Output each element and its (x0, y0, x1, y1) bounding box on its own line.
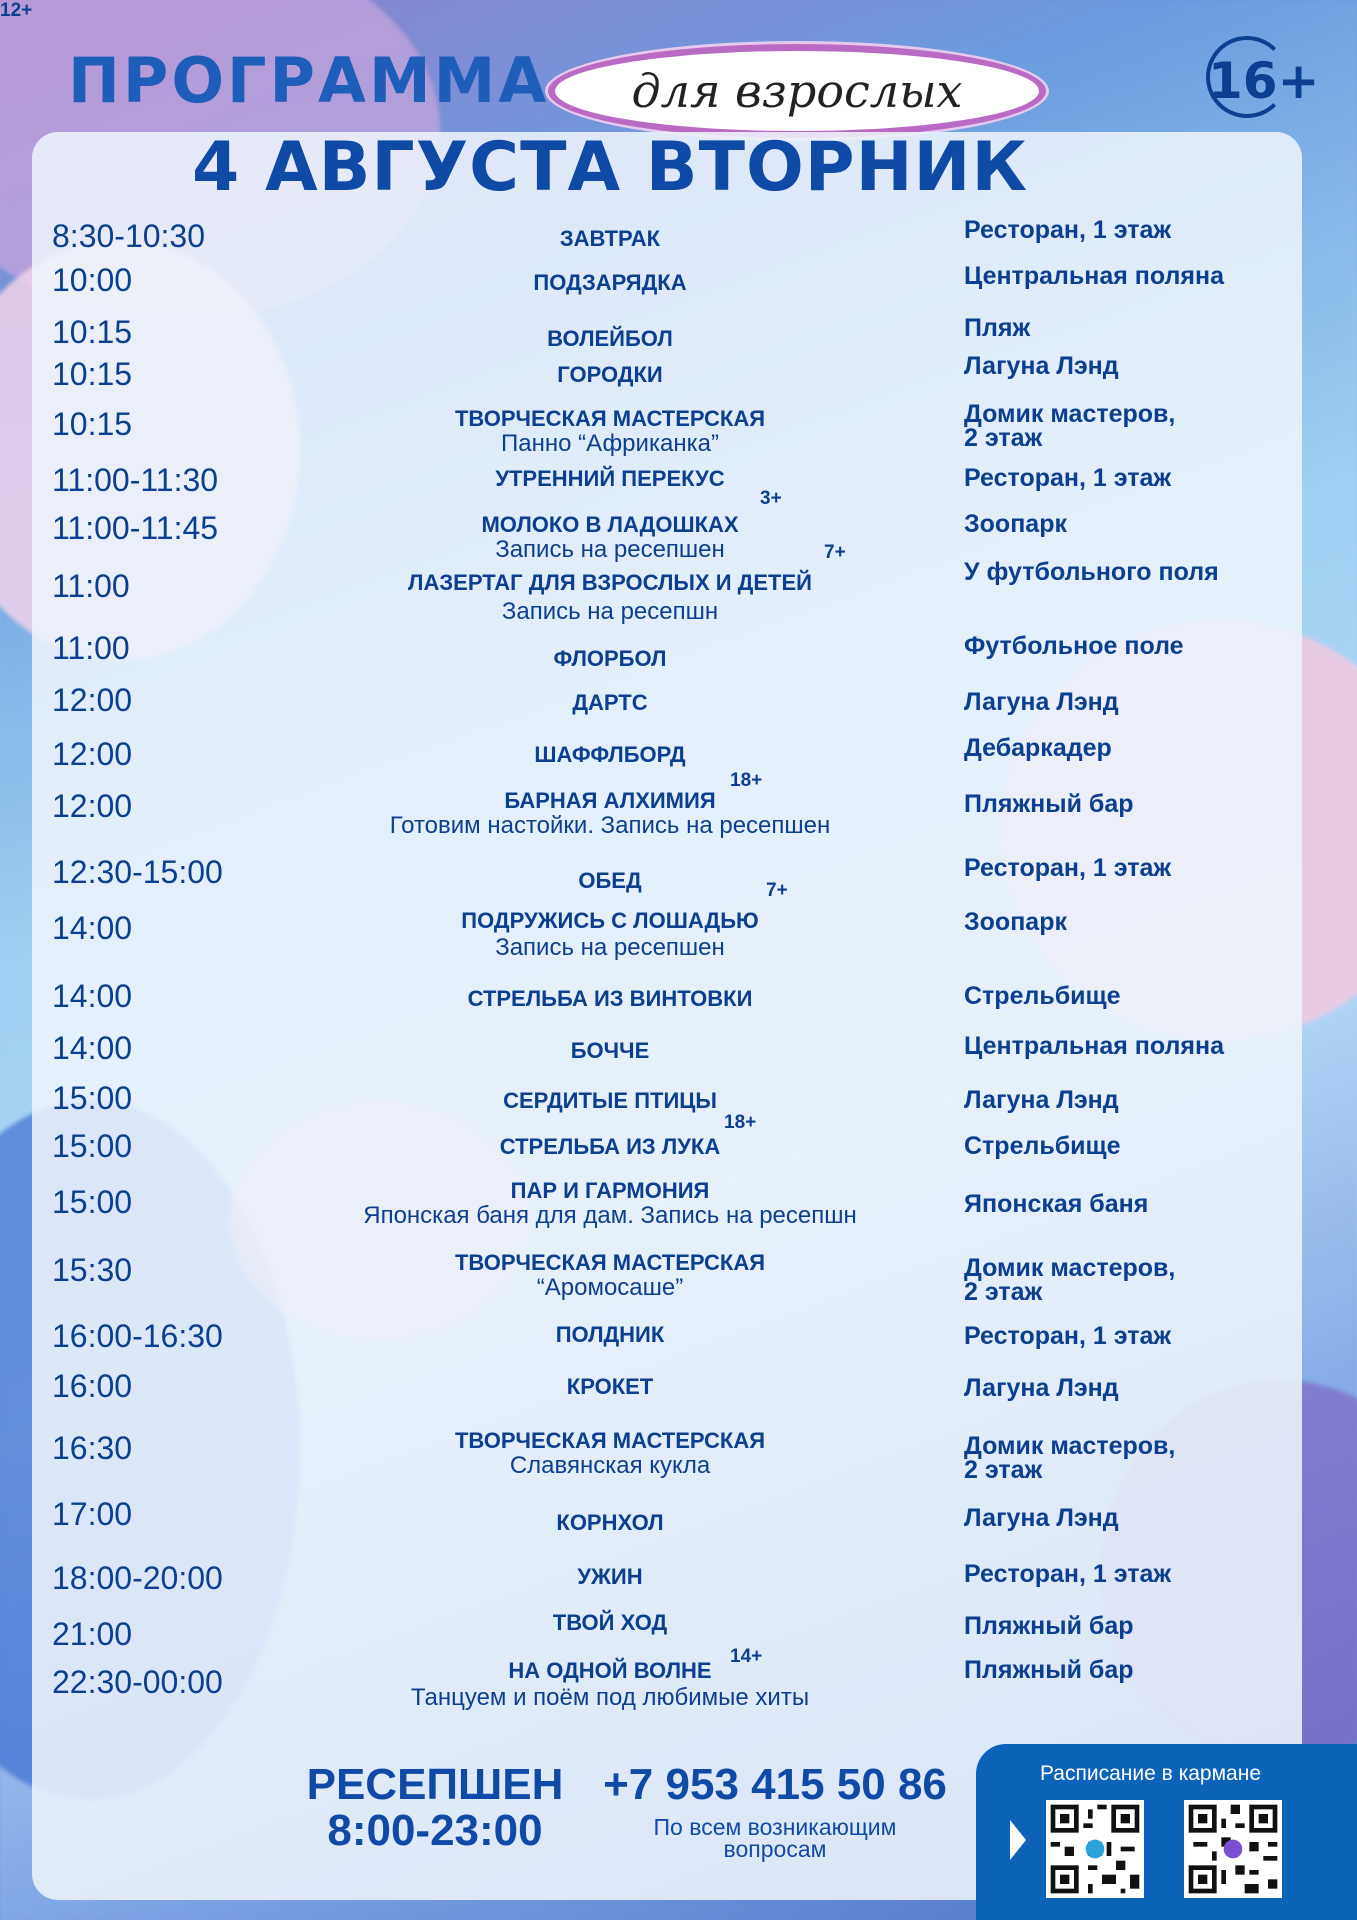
schedule-location-line: Зоопарк (964, 510, 1067, 538)
schedule-time: 10:15 (52, 406, 133, 442)
schedule-location-line: Стрельбище (964, 1132, 1121, 1160)
schedule-location-line: Ресторан, 1 этаж (964, 464, 1172, 492)
schedule-location-line: Домик мастеров, (964, 1432, 1176, 1460)
schedule-location (964, 354, 1119, 378)
schedule-location (964, 264, 1224, 288)
schedule-location-line: Зоопарк (964, 908, 1067, 936)
schedule-activity-note: Запись на ресепшн (501, 598, 719, 625)
age-limit-badge: 18+ (730, 770, 763, 791)
schedule-time: 10:00 (52, 262, 133, 298)
qr-code-telegram[interactable] (1046, 1800, 1144, 1898)
schedule-activity-note: Японская баня для дам. Запись на ресепшн (363, 1202, 857, 1229)
phone-number[interactable]: +7 953 415 50 86 (603, 1760, 947, 1809)
schedule-time: 22:30-00:00 (52, 1664, 223, 1700)
schedule-activity: КРОКЕТ (566, 1374, 654, 1399)
schedule-activity: ВОЛЕЙБОЛ (547, 326, 673, 351)
schedule-location (964, 218, 1171, 242)
reception-info (290, 1762, 580, 1854)
schedule-location (964, 1192, 1148, 1216)
phone-note-line: вопросам (723, 1836, 827, 1862)
schedule-location-line: Ресторан, 1 этаж (964, 854, 1172, 882)
schedule-activity-note: Запись на ресепшен (495, 536, 725, 563)
schedule-location (964, 792, 1134, 816)
schedule-time: 12:00 (52, 682, 133, 718)
schedule-time: 16:00 (52, 1368, 133, 1404)
schedule-location-line: Стрельбище (964, 982, 1121, 1010)
schedule-location (964, 1088, 1119, 1112)
schedule-time: 8:30-10:30 (52, 218, 206, 254)
schedule-time: 17:00 (52, 1496, 133, 1532)
schedule-activity: СТРЕЛЬБА ИЗ ВИНТОВКИ (467, 986, 753, 1011)
schedule-activity-note: Готовим настойки. Запись на ресепшен (389, 812, 831, 839)
schedule-location-line: Лагуна Лэнд (964, 1504, 1119, 1532)
schedule-location-line: Дебаркадер (964, 734, 1112, 762)
schedule-location (964, 1614, 1134, 1638)
audience-badge (548, 44, 1046, 138)
schedule-time: 10:15 (52, 314, 133, 350)
schedule-activity: ОБЕД (578, 868, 642, 893)
schedule-time: 15:00 (52, 1080, 133, 1116)
schedule-time: 15:00 (52, 1128, 133, 1164)
age-rating: 16+ (1208, 52, 1320, 110)
schedule-location-line: Ресторан, 1 этаж (964, 1322, 1172, 1350)
schedule-location-line: Домик мастеров, (964, 400, 1176, 428)
page-title: ПРОГРАММА (68, 44, 550, 117)
schedule-location-line: Лагуна Лэнд (964, 1374, 1119, 1402)
schedule-activity: ПОДРУЖИСЬ С ЛОШАДЬЮ (461, 908, 759, 933)
schedule-activity: СЕРДИТЫЕ ПТИЦЫ (503, 1088, 717, 1113)
schedule-activity-note: Запись на ресепшен (495, 934, 725, 961)
schedule-location-line: Ресторан, 1 этаж (964, 1560, 1172, 1588)
schedule-location (964, 1434, 1175, 1482)
schedule-location-line: Центральная поляна (964, 262, 1224, 290)
schedule-time: 16:00-16:30 (52, 1318, 223, 1354)
schedule-activity: БАРНАЯ АЛХИМИЯ (504, 788, 716, 813)
schedule-location (964, 1324, 1171, 1348)
schedule-activity: ТВОЙ ХОД (552, 1610, 668, 1635)
phone-note-line: По всем возникающим (653, 1814, 897, 1840)
schedule-location (964, 316, 1030, 340)
qr-code-icon (1184, 1800, 1282, 1898)
schedule-activity: ФЛОРБОЛ (553, 646, 667, 671)
schedule-time: 16:30 (52, 1430, 133, 1466)
schedule-time: 21:00 (52, 1616, 133, 1652)
audience-badge-label: для взрослых (631, 64, 963, 118)
schedule-location-line: Пляжный бар (964, 1656, 1134, 1684)
schedule-time: 14:00 (52, 910, 133, 946)
schedule-location-line: Лагуна Лэнд (964, 352, 1119, 380)
schedule-time: 18:00-20:00 (52, 1560, 223, 1596)
schedule-location (964, 910, 1067, 934)
schedule-activity: ДАРТС (572, 690, 648, 715)
schedule-location (964, 856, 1171, 880)
schedule-location-line: Лагуна Лэнд (964, 1086, 1119, 1114)
schedule-activity: ПОЛДНИК (555, 1322, 665, 1347)
schedule-location (964, 1562, 1171, 1586)
age-limit-badge: 7+ (824, 542, 846, 563)
schedule-location (964, 1658, 1134, 1682)
schedule-location (964, 402, 1175, 450)
schedule-location (964, 512, 1067, 536)
schedule-activity-note: Танцуем и поём под любимые хиты (410, 1684, 810, 1711)
schedule-activity-note: Панно “Африканка” (501, 430, 719, 457)
schedule-location (964, 1256, 1175, 1304)
schedule-activity: ЗАВТРАК (559, 226, 661, 251)
schedule-activity: НА ОДНОЙ ВОЛНЕ (508, 1658, 712, 1683)
schedule-time: 14:00 (52, 978, 133, 1014)
schedule-location (964, 736, 1112, 760)
schedule-location (964, 1506, 1119, 1530)
schedule-location-line: Центральная поляна (964, 1032, 1224, 1060)
schedule-time: 10:15 (52, 356, 133, 392)
reception-hours: 8:00-23:00 (327, 1806, 543, 1855)
schedule-location-line: Футбольное поле (964, 632, 1184, 660)
reception-label: РЕСЕПШЕН (306, 1760, 564, 1809)
schedule-activity: ПАР И ГАРМОНИЯ (510, 1178, 710, 1203)
schedule-location-line: Ресторан, 1 этаж (964, 216, 1172, 244)
schedule-activity: СТРЕЛЬБА ИЗ ЛУКА (499, 1134, 721, 1159)
schedule-time: 15:00 (52, 1184, 133, 1220)
schedule-activity: ШАФФЛБОРД (534, 742, 686, 767)
age-limit-badge: 14+ (730, 1646, 763, 1667)
schedule-activity: УТРЕННИЙ ПЕРЕКУС (495, 466, 725, 491)
schedule-time: 15:30 (52, 1252, 133, 1288)
schedule-activity: ПОДЗАРЯДКА (533, 270, 687, 295)
schedule-location (964, 1034, 1224, 1058)
qr-code-icon (1046, 1800, 1144, 1898)
schedule-location (964, 984, 1121, 1008)
phone-note (610, 1816, 940, 1860)
schedule-location (964, 1376, 1119, 1400)
schedule-activity: ЛАЗЕРТАГ ДЛЯ ВЗРОСЛЫХ И ДЕТЕЙ (408, 570, 812, 595)
schedule-location-line: Японская баня (964, 1190, 1149, 1218)
schedule-time: 11:00 (52, 568, 130, 604)
schedule-activity: ТВОРЧЕСКАЯ МАСТЕРСКАЯ (454, 1428, 766, 1453)
schedule-location-line: 2 этаж (964, 1278, 1043, 1306)
age-limit-badge: 3+ (760, 488, 782, 509)
schedule-location-line: Домик мастеров, (964, 1254, 1176, 1282)
schedule-time: 14:00 (52, 1030, 133, 1066)
schedule-location-line: Пляжный бар (964, 1612, 1134, 1640)
schedule-activity: ТВОРЧЕСКАЯ МАСТЕРСКАЯ (454, 406, 766, 431)
schedule-activity: КОРНХОЛ (556, 1510, 664, 1535)
schedule-location-line: 2 этаж (964, 424, 1043, 452)
schedule-time: 11:00-11:45 (52, 510, 219, 546)
age-limit-badge: 12+ (0, 0, 33, 21)
schedule-time: 12:30-15:00 (52, 854, 223, 890)
arrow-right-icon (1010, 1820, 1026, 1860)
schedule-location-line: Пляжный бар (964, 790, 1134, 818)
schedule-location (964, 560, 1219, 584)
schedule-location-line: У футбольного поля (964, 558, 1219, 586)
schedule-activity: ТВОРЧЕСКАЯ МАСТЕРСКАЯ (454, 1250, 766, 1275)
schedule-location (964, 1134, 1121, 1158)
schedule-location-line: Пляж (964, 314, 1031, 342)
schedule-activity: ГОРОДКИ (557, 362, 663, 387)
day-title: 4 АВГУСТА ВТОРНИК (191, 128, 1029, 207)
schedule-activity: МОЛОКО В ЛАДОШКАХ (481, 512, 739, 537)
schedule-time: 12:00 (52, 788, 133, 824)
schedule-activity: УЖИН (577, 1564, 643, 1589)
schedule-location (964, 690, 1119, 714)
schedule-location-line: 2 этаж (964, 1456, 1043, 1484)
schedule-time: 12:00 (52, 736, 133, 772)
schedule-location (964, 466, 1171, 490)
qr-code-vk[interactable] (1184, 1800, 1282, 1898)
schedule-activity-note: Славянская кукла (509, 1452, 711, 1479)
age-limit-badge: 7+ (766, 880, 788, 901)
schedule-activity-note: “Аромосаше” (536, 1274, 684, 1301)
schedule-location-line: Лагуна Лэнд (964, 688, 1119, 716)
schedule-activity: БОЧЧЕ (570, 1038, 650, 1063)
schedule-location (964, 634, 1184, 658)
schedule-time: 11:00-11:30 (52, 462, 219, 498)
schedule-time: 11:00 (52, 630, 130, 666)
qr-caption: Расписание в кармане (1040, 1762, 1262, 1785)
age-limit-badge: 18+ (724, 1112, 757, 1133)
